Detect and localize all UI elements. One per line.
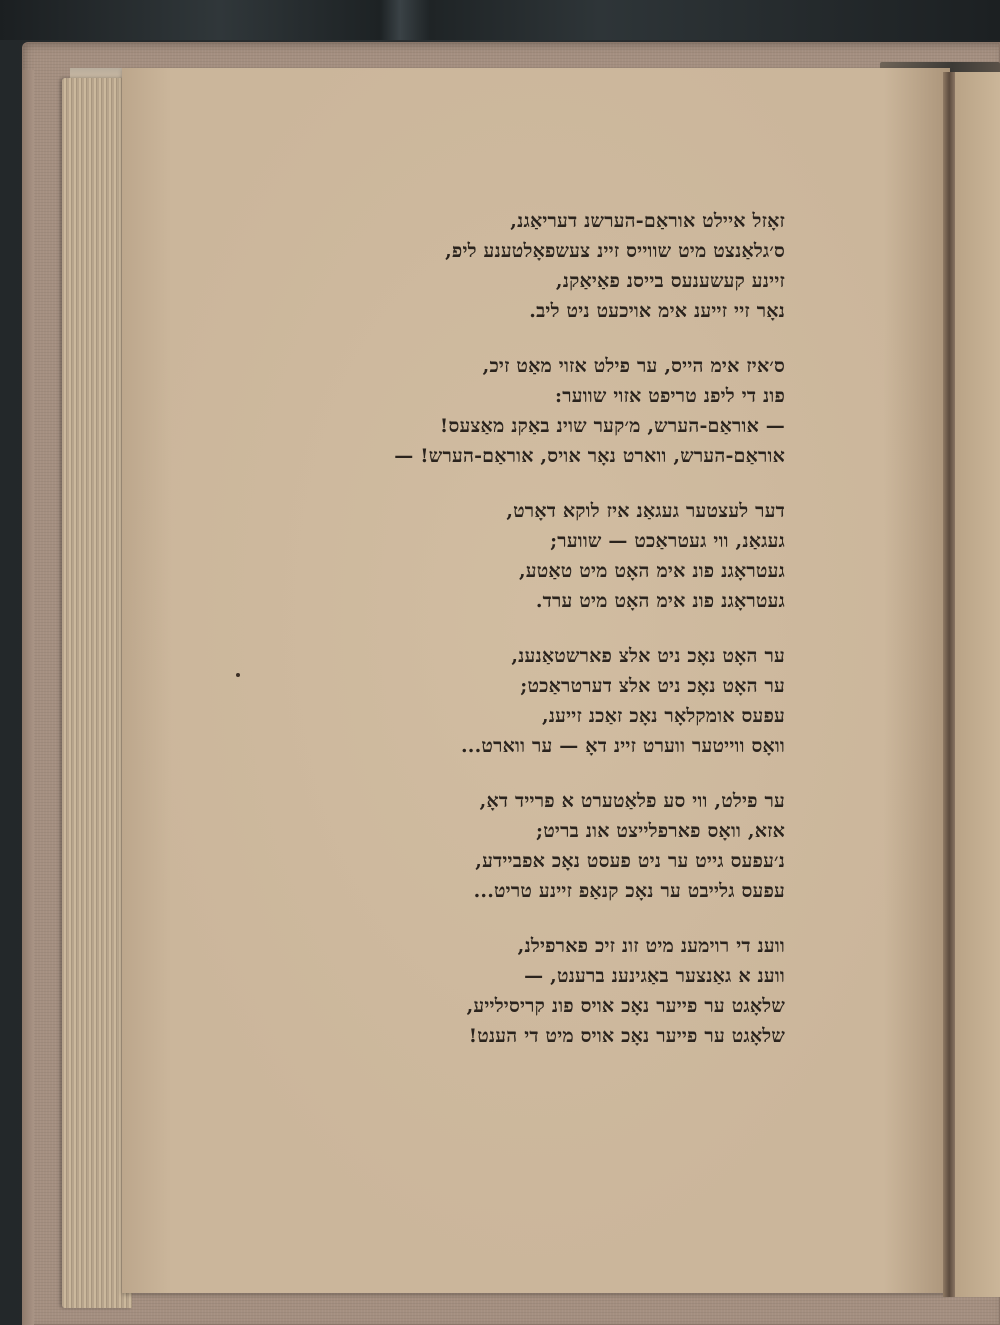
poem-line: וואָס ווייטער ווערט זיינ דאָ — ער ווארט... xyxy=(460,735,785,757)
poem-line: ער פילט, ווי סע פלאַטערט א פרייד דאָ, xyxy=(479,790,785,812)
poem-text xyxy=(225,206,785,1051)
poem-line: געטראָגנ פונ אימ האָט מיט טאַטע, xyxy=(518,560,785,582)
poem-line: שלאָגט ער פייער נאָכ אויס מיט די הענט! xyxy=(468,1025,785,1047)
poem-line: שלאָגט ער פייער נאָכ אויס פונ קריסילייע, xyxy=(466,995,785,1017)
cover-edge xyxy=(22,70,34,1325)
poem-line: ס׳גלאַנצט מיט שווייס זיינ צעשפאָלטענע ליפ, xyxy=(445,240,785,262)
stanza xyxy=(225,351,785,471)
facing-page xyxy=(955,72,1000,1297)
poem-line: ער האָט נאָכ ניט אלצ דערטראַכט; xyxy=(520,675,785,697)
poem-line: נאָר זיי זייענ אימ אויכעט ניט ליב. xyxy=(529,300,785,322)
stanza xyxy=(225,496,785,616)
stanza xyxy=(225,641,785,761)
poem-line: עפעס אומקלאָר נאָכ זאַכנ זייענ, xyxy=(541,705,785,727)
poem-line: ס׳איז אימ הייס, ער פילט אזוי מאַט זיכ, xyxy=(482,355,785,377)
poem-line: — אוראַם-הערש, מ׳קער שוינ באַקנ מאַצעס! xyxy=(439,415,785,437)
poem-line: געגאַנ, ווי געטראַכט — שווער; xyxy=(550,530,785,552)
poem-line: פונ די ליפנ טריפט אזוי שווער: xyxy=(555,385,785,407)
stanza xyxy=(225,931,785,1051)
poem-line: געטראָגנ פונ אימ האָט מיט ערד. xyxy=(535,590,785,612)
poem-line: דער לעצטער געגאַנ איז לוקא דאָרט, xyxy=(506,500,785,522)
poem-line: אוראַם-הערש, ווארט נאָר אויס, אוראַם-הערש! — xyxy=(394,445,785,467)
poem-line: ער האָט נאָכ ניט אלצ פארשטאַנענ, xyxy=(511,645,785,667)
stanza xyxy=(225,786,785,906)
poem-line: ווענ די רוימענ מיט זונ זיכ פארפילנ, xyxy=(517,935,785,957)
poem-line: עפעס גלייבט ער נאָכ קנאַפ זיינע טריט... xyxy=(473,880,785,902)
poem-line: זאָזל איילט אוראַם-הערשנ דעריאַגנ, xyxy=(510,210,785,232)
poem-line: זיינע קעשענעס בייסנ פאַיאַקנ, xyxy=(555,270,785,292)
poem-line: ווענ א גאַנצער באַגינענ ברענט, — xyxy=(524,965,785,987)
poem-line: אזא, וואָס פארפלייצט אונ בריט; xyxy=(536,820,785,842)
stanza xyxy=(225,206,785,326)
poem-line: נ׳עפעס גייט ער ניט פעסט נאָכ אפביידע, xyxy=(475,850,785,872)
background-strip xyxy=(0,0,1000,40)
